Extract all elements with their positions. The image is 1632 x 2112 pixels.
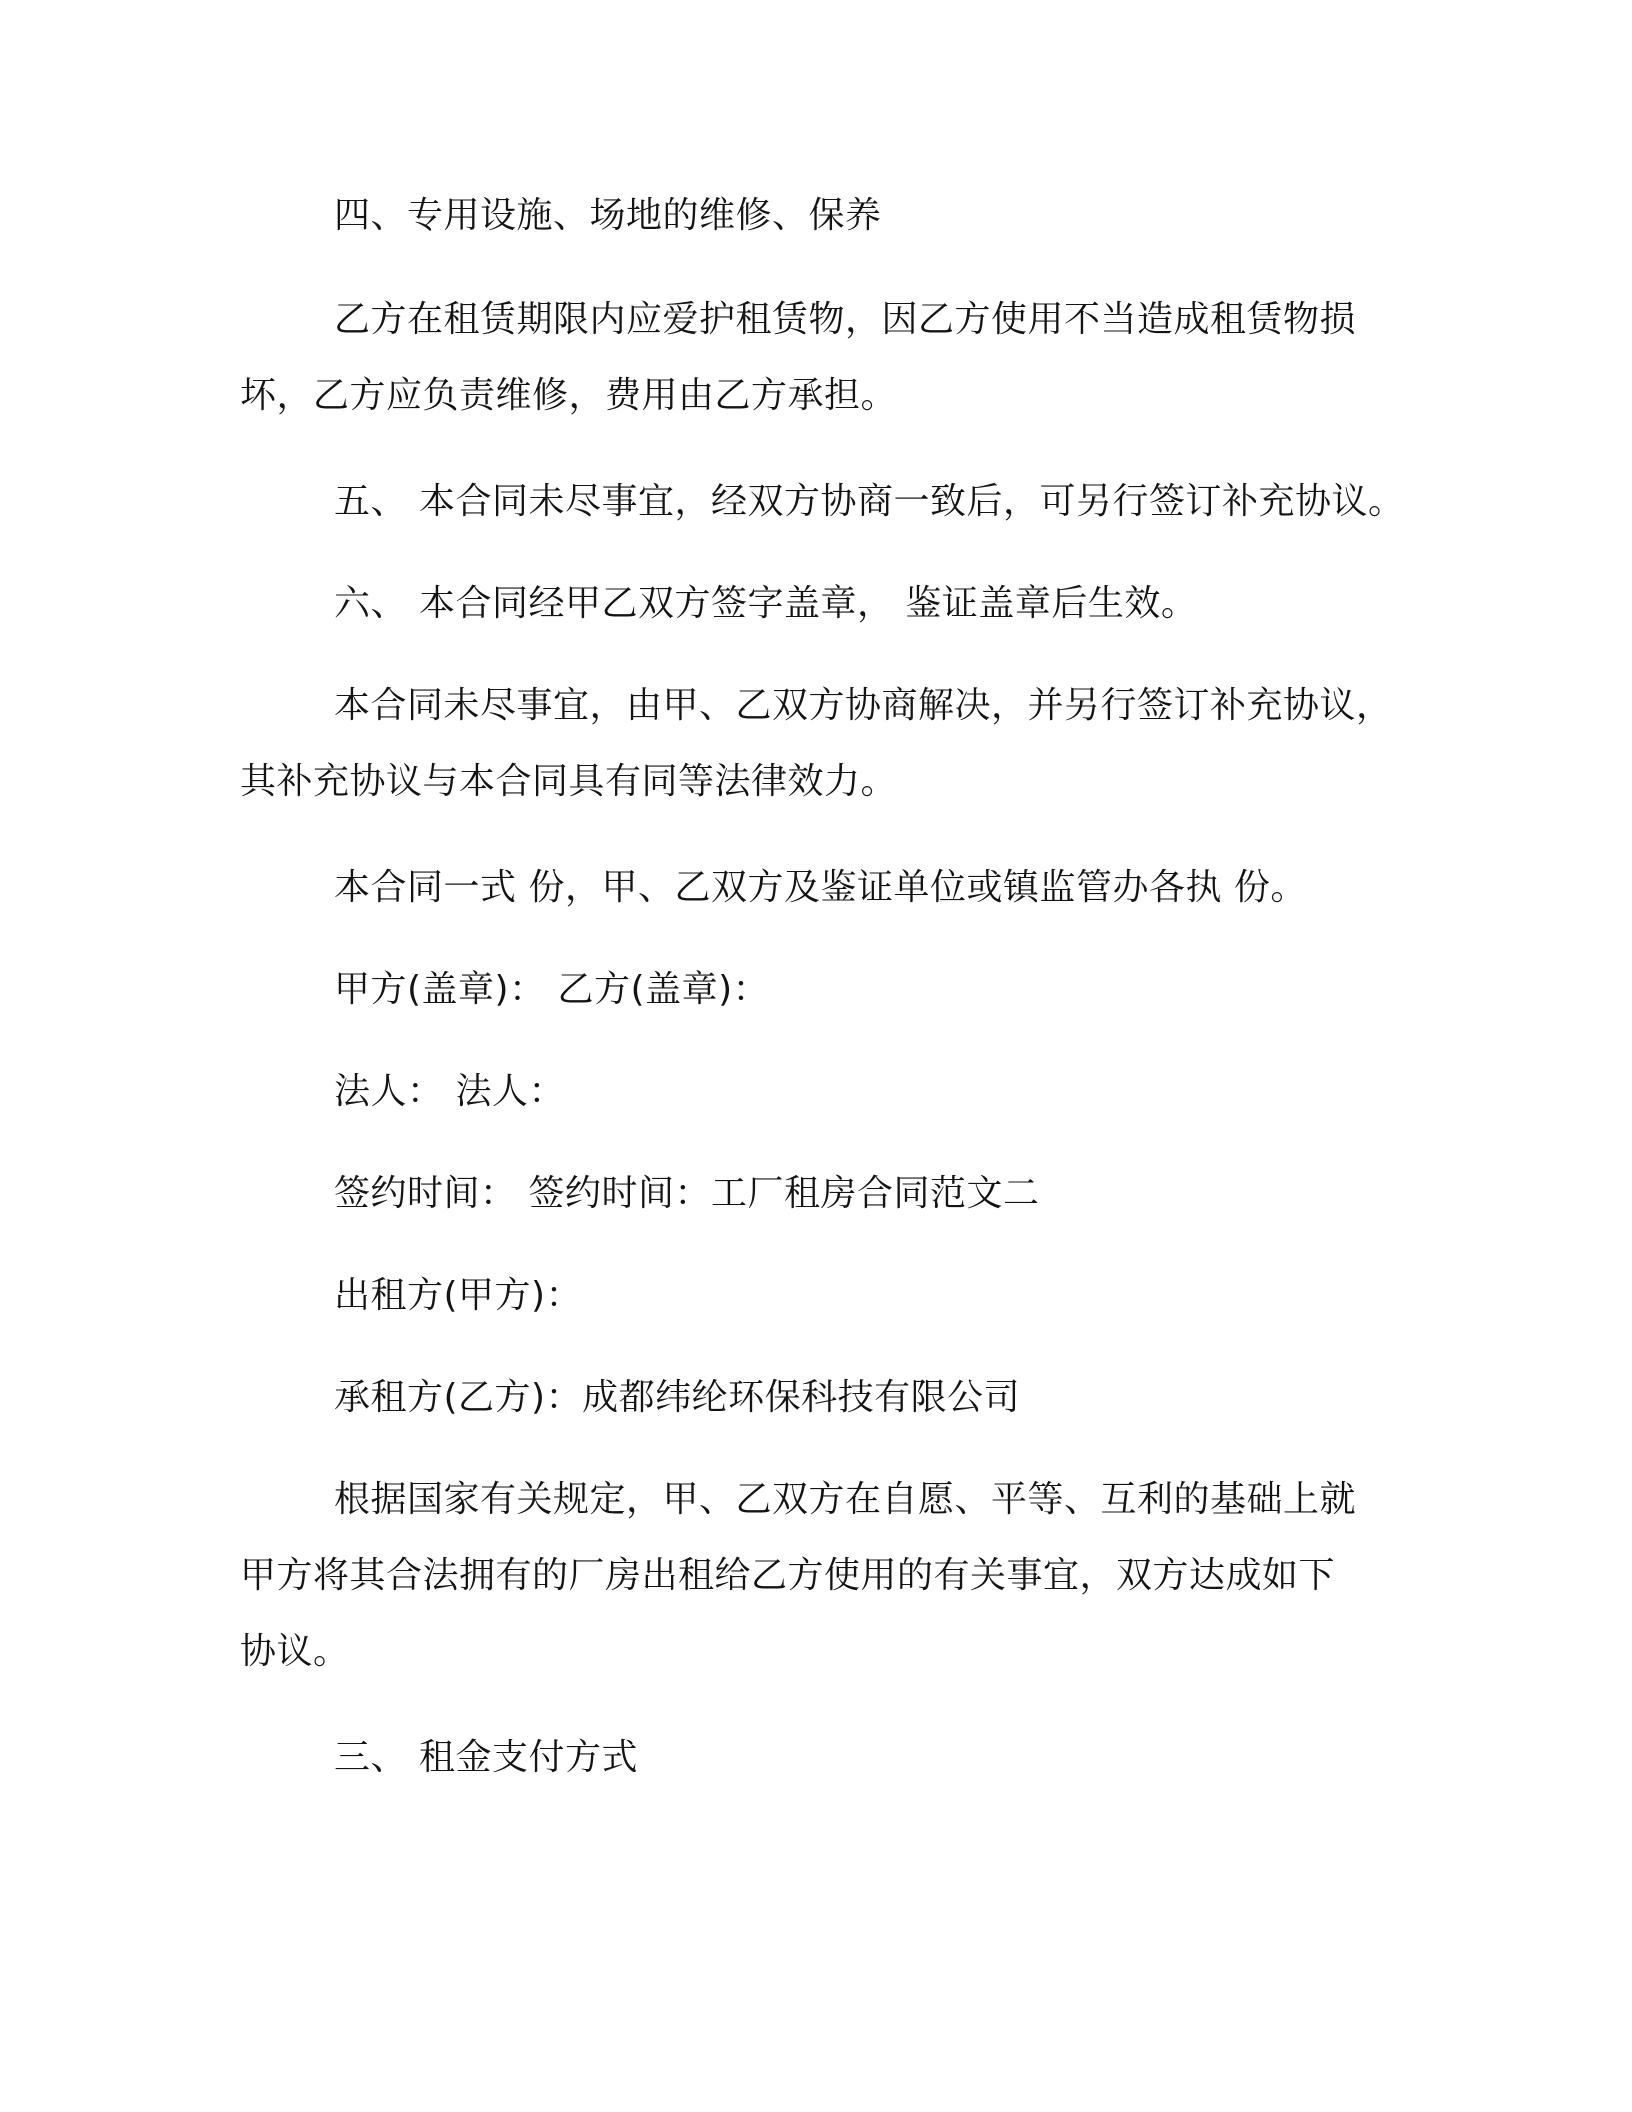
lessor-line	[240, 1258, 1440, 1334]
paragraph-line: 法人： 法人：	[334, 1071, 565, 1112]
paragraph-line: 根据国家有关规定，甲、乙双方在自愿、平等、互利的基础上就	[334, 1479, 1357, 1520]
signature-legal-person-line	[240, 1054, 1440, 1130]
paragraph-line: 协议。	[240, 1631, 350, 1672]
clause-six	[240, 566, 1440, 642]
paragraph-line: 本合同未尽事宜，由甲、乙双方协商解决，并另行签订补充协议，	[334, 685, 1393, 726]
paragraph-copies	[240, 850, 1440, 926]
paragraph-agreement-basis	[240, 1462, 1440, 1690]
paragraph-line: 甲方将其合法拥有的厂房出租给乙方使用的有关事宜，双方达成如下	[240, 1555, 1336, 1596]
lessee-line	[240, 1360, 1440, 1436]
paragraph-line: 其补充协议与本合同具有同等法律效力。	[240, 761, 898, 802]
clause-five	[240, 464, 1440, 540]
paragraph-line: 出租方(甲方)：	[334, 1275, 583, 1316]
signing-date-line	[240, 1156, 1440, 1232]
section-heading-rent-payment	[240, 1720, 1440, 1796]
paragraph-line: 承租方(乙方)：成都纬纶环保科技有限公司	[334, 1377, 1021, 1418]
section-heading-maintenance	[240, 178, 1440, 254]
paragraph-line: 五、 本合同未尽事宜，经双方协商一致后，可另行签订补充协议。	[334, 481, 1405, 522]
signature-seal-line	[240, 952, 1440, 1028]
paragraph-line: 签约时间： 签约时间：工厂租房合同范文二	[334, 1173, 1040, 1214]
paragraph-line: 四、专用设施、场地的维修、保养	[334, 195, 882, 236]
paragraph-line: 三、 租金支付方式	[334, 1737, 638, 1778]
paragraph-maintenance-responsibility	[240, 282, 1440, 434]
paragraph-line: 六、 本合同经甲乙双方签字盖章， 鉴证盖章后生效。	[334, 583, 1198, 624]
paragraph-line: 甲方(盖章)： 乙方(盖章)：	[334, 969, 770, 1010]
paragraph-supplementary-agreement	[240, 668, 1440, 820]
paragraph-line: 坏，乙方应负责维修，费用由乙方承担。	[240, 375, 898, 416]
paragraph-line: 本合同一式 份，甲、乙双方及鉴证单位或镇监管办各执 份。	[334, 867, 1307, 908]
paragraph-line: 乙方在租赁期限内应爱护租赁物，因乙方使用不当造成租赁物损	[334, 299, 1357, 340]
